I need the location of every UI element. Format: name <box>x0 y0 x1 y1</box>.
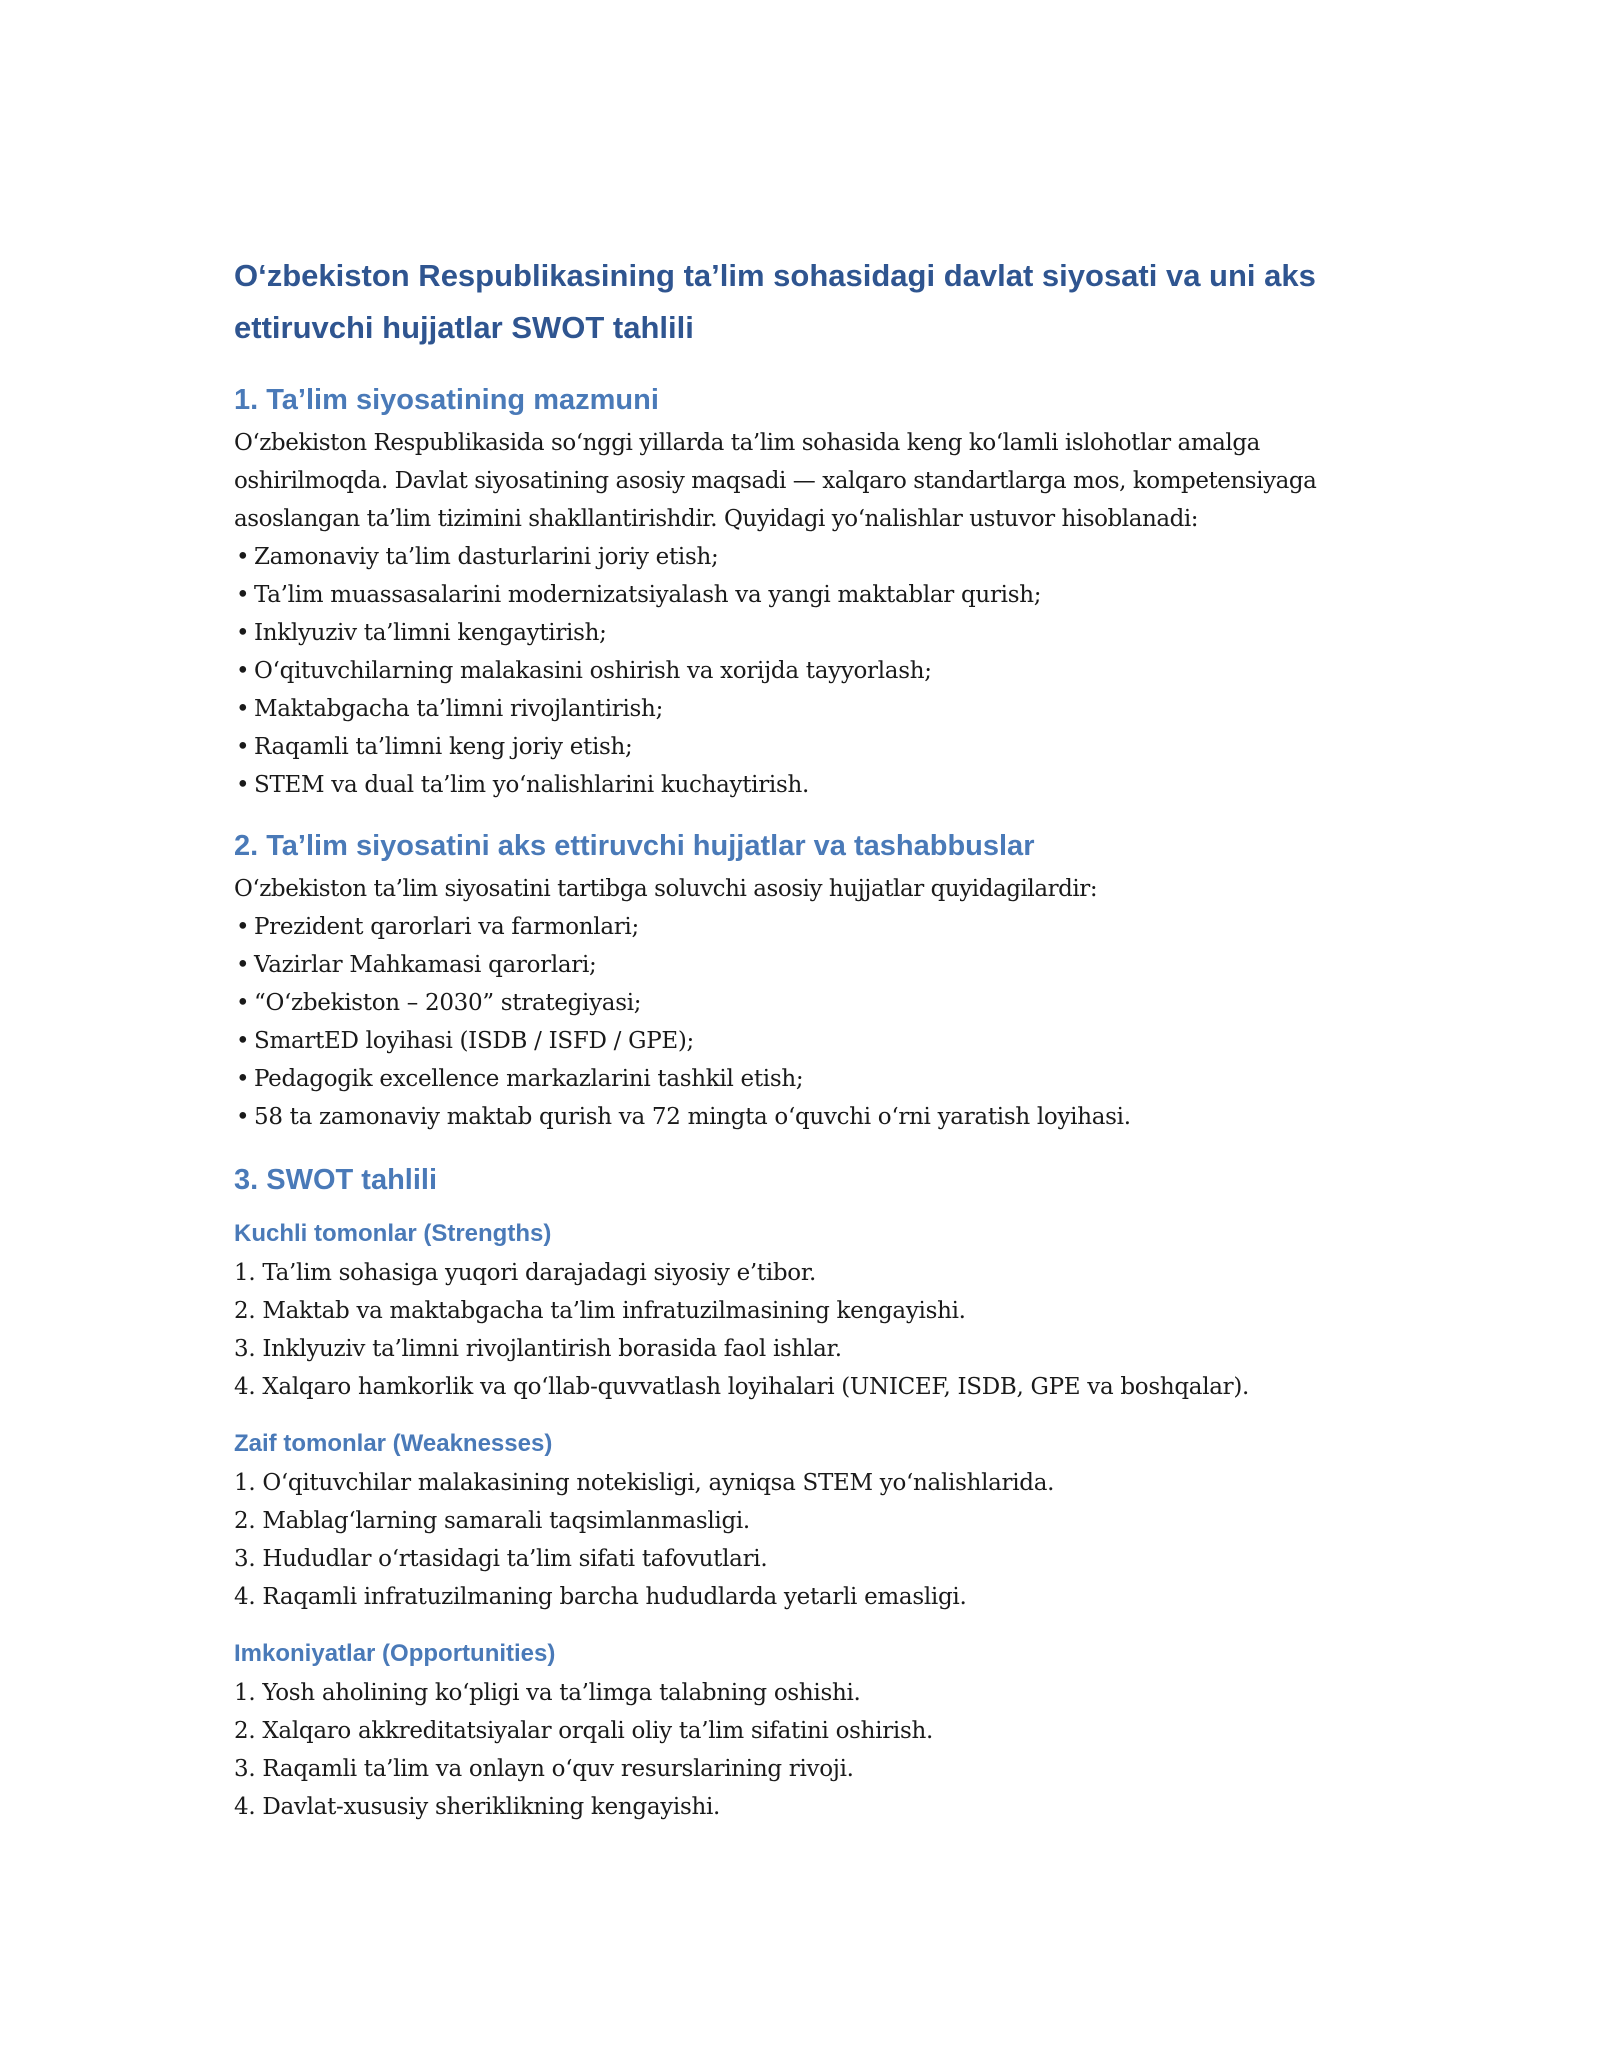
swot-strengths <box>234 1216 1414 1406</box>
list-item: 1. Ta’lim sohasiga yuqori darajadagi siyosiy e’tibor. <box>234 1260 817 1286</box>
list-item <box>234 652 1414 690</box>
swot-weaknesses <box>234 1426 1414 1616</box>
list-item <box>234 614 1414 652</box>
list-item-text: STEM va dual ta’lim yo‘nalishlarini kuchaytirish. <box>254 772 810 798</box>
list-item <box>234 1022 1414 1060</box>
document-page <box>234 250 1414 1826</box>
list-item-text: Prezident qarorlari va farmonlari; <box>254 914 639 940</box>
numbered-list <box>234 1464 1414 1616</box>
list-item: 4. Davlat-xususiy sheriklikning kengayishi. <box>234 1794 721 1820</box>
list-item: 2. Mablag‘larning samarali taqsimlanmasligi. <box>234 1508 750 1534</box>
list-item: 1. Yosh aholining ko‘pligi va ta’limga talabning oshishi. <box>234 1680 861 1706</box>
list-item <box>234 908 1414 946</box>
section-heading: 2. Ta’lim siyosatini aks ettiruvchi hujjatlar va tashabbuslar <box>234 830 1035 862</box>
list-item-text: Vazirlar Mahkamasi qarorlari; <box>254 952 597 978</box>
subsection-heading: Imkoniyatlar (Opportunities) <box>234 1640 556 1667</box>
list-item <box>234 766 1414 804</box>
document-title: O‘zbekiston Respublikasining ta’lim sohasidagi davlat siyosati va uni aks ettiruvchi hujjatlar SWOT tahlili <box>234 258 1316 345</box>
list-item <box>234 984 1414 1022</box>
list-item: 1. O‘qituvchilar malakasining notekisligi, ayniqsa STEM yo‘nalishlarida. <box>234 1470 1055 1496</box>
section-intro: O‘zbekiston Respublikasida so‘nggi yillarda ta’lim sohasida keng ko‘lamli islohotlar amalga oshirilmoqda. Davlat siyosatining asosiy maqsadi — xalqaro standartlarga mos, kompetensiyaga asoslangan ta’lim tizimini shakllantirishdir. Quyidagi yo‘nalishlar ustuvor hisoblanadi: <box>234 430 1317 532</box>
list-item: 2. Xalqaro akkreditatsiyalar orqali oliy ta’lim sifatini oshirish. <box>234 1718 934 1744</box>
list-item-text: Pedagogik excellence markazlarini tashkil etish; <box>254 1066 804 1092</box>
swot-opportunities <box>234 1636 1414 1826</box>
section-policy-content <box>234 380 1414 804</box>
list-item <box>234 1098 1414 1136</box>
list-item-text: “O‘zbekiston – 2030” strategiyasi; <box>254 990 642 1016</box>
section-documents <box>234 826 1414 1136</box>
list-item: 4. Xalqaro hamkorlik va qo‘llab-quvvatlash loyihalari (UNICEF, ISDB, GPE va boshqalar). <box>234 1374 1250 1400</box>
list-item-text: Inklyuziv ta’limni kengaytirish; <box>254 620 607 646</box>
list-item-text: Zamonaviy ta’lim dasturlarini joriy etish; <box>254 544 719 570</box>
list-item-text: Ta’lim muassasalarini modernizatsiyalash va yangi maktablar qurish; <box>254 582 1042 608</box>
section-heading: 3. SWOT tahlili <box>234 1164 438 1196</box>
list-item: 3. Hududlar o‘rtasidagi ta’lim sifati tafovutlari. <box>234 1546 768 1572</box>
section-intro: O‘zbekiston ta’lim siyosatini tartibga soluvchi asosiy hujjatlar quyidagilardir: <box>234 876 1098 902</box>
list-item: 4. Raqamli infratuzilmaning barcha hududlarda yetarli emasligi. <box>234 1584 967 1610</box>
list-item: 2. Maktab va maktabgacha ta’lim infratuzilmasining kengayishi. <box>234 1298 966 1324</box>
list-item: 3. Inklyuziv ta’limni rivojlantirish borasida faol ishlar. <box>234 1336 842 1362</box>
list-item-text: O‘qituvchilarning malakasini oshirish va xorijda tayyorlash; <box>254 658 932 684</box>
section-heading: 1. Ta’lim siyosatining mazmuni <box>234 384 659 416</box>
list-item-text: Raqamli ta’limni keng joriy etish; <box>254 734 633 760</box>
bullet-list <box>234 908 1414 1136</box>
subsection-heading: Zaif tomonlar (Weaknesses) <box>234 1430 553 1457</box>
list-item-text: SmartED loyihasi (ISDB / ISFD / GPE); <box>254 1028 695 1054</box>
numbered-list <box>234 1254 1414 1406</box>
list-item-text: 58 ta zamonaviy maktab qurish va 72 mingta o‘quvchi o‘rni yaratish loyihasi. <box>254 1104 1131 1130</box>
list-item <box>234 1060 1414 1098</box>
bullet-list <box>234 538 1414 804</box>
subsection-heading: Kuchli tomonlar (Strengths) <box>234 1220 552 1247</box>
list-item <box>234 576 1414 614</box>
numbered-list <box>234 1674 1414 1826</box>
list-item <box>234 690 1414 728</box>
list-item <box>234 946 1414 984</box>
list-item-text: Maktabgacha ta’limni rivojlantirish; <box>254 696 664 722</box>
section-swot <box>234 1160 1414 1826</box>
list-item <box>234 538 1414 576</box>
list-item: 3. Raqamli ta’lim va onlayn o‘quv resurslarining rivoji. <box>234 1756 854 1782</box>
list-item <box>234 728 1414 766</box>
